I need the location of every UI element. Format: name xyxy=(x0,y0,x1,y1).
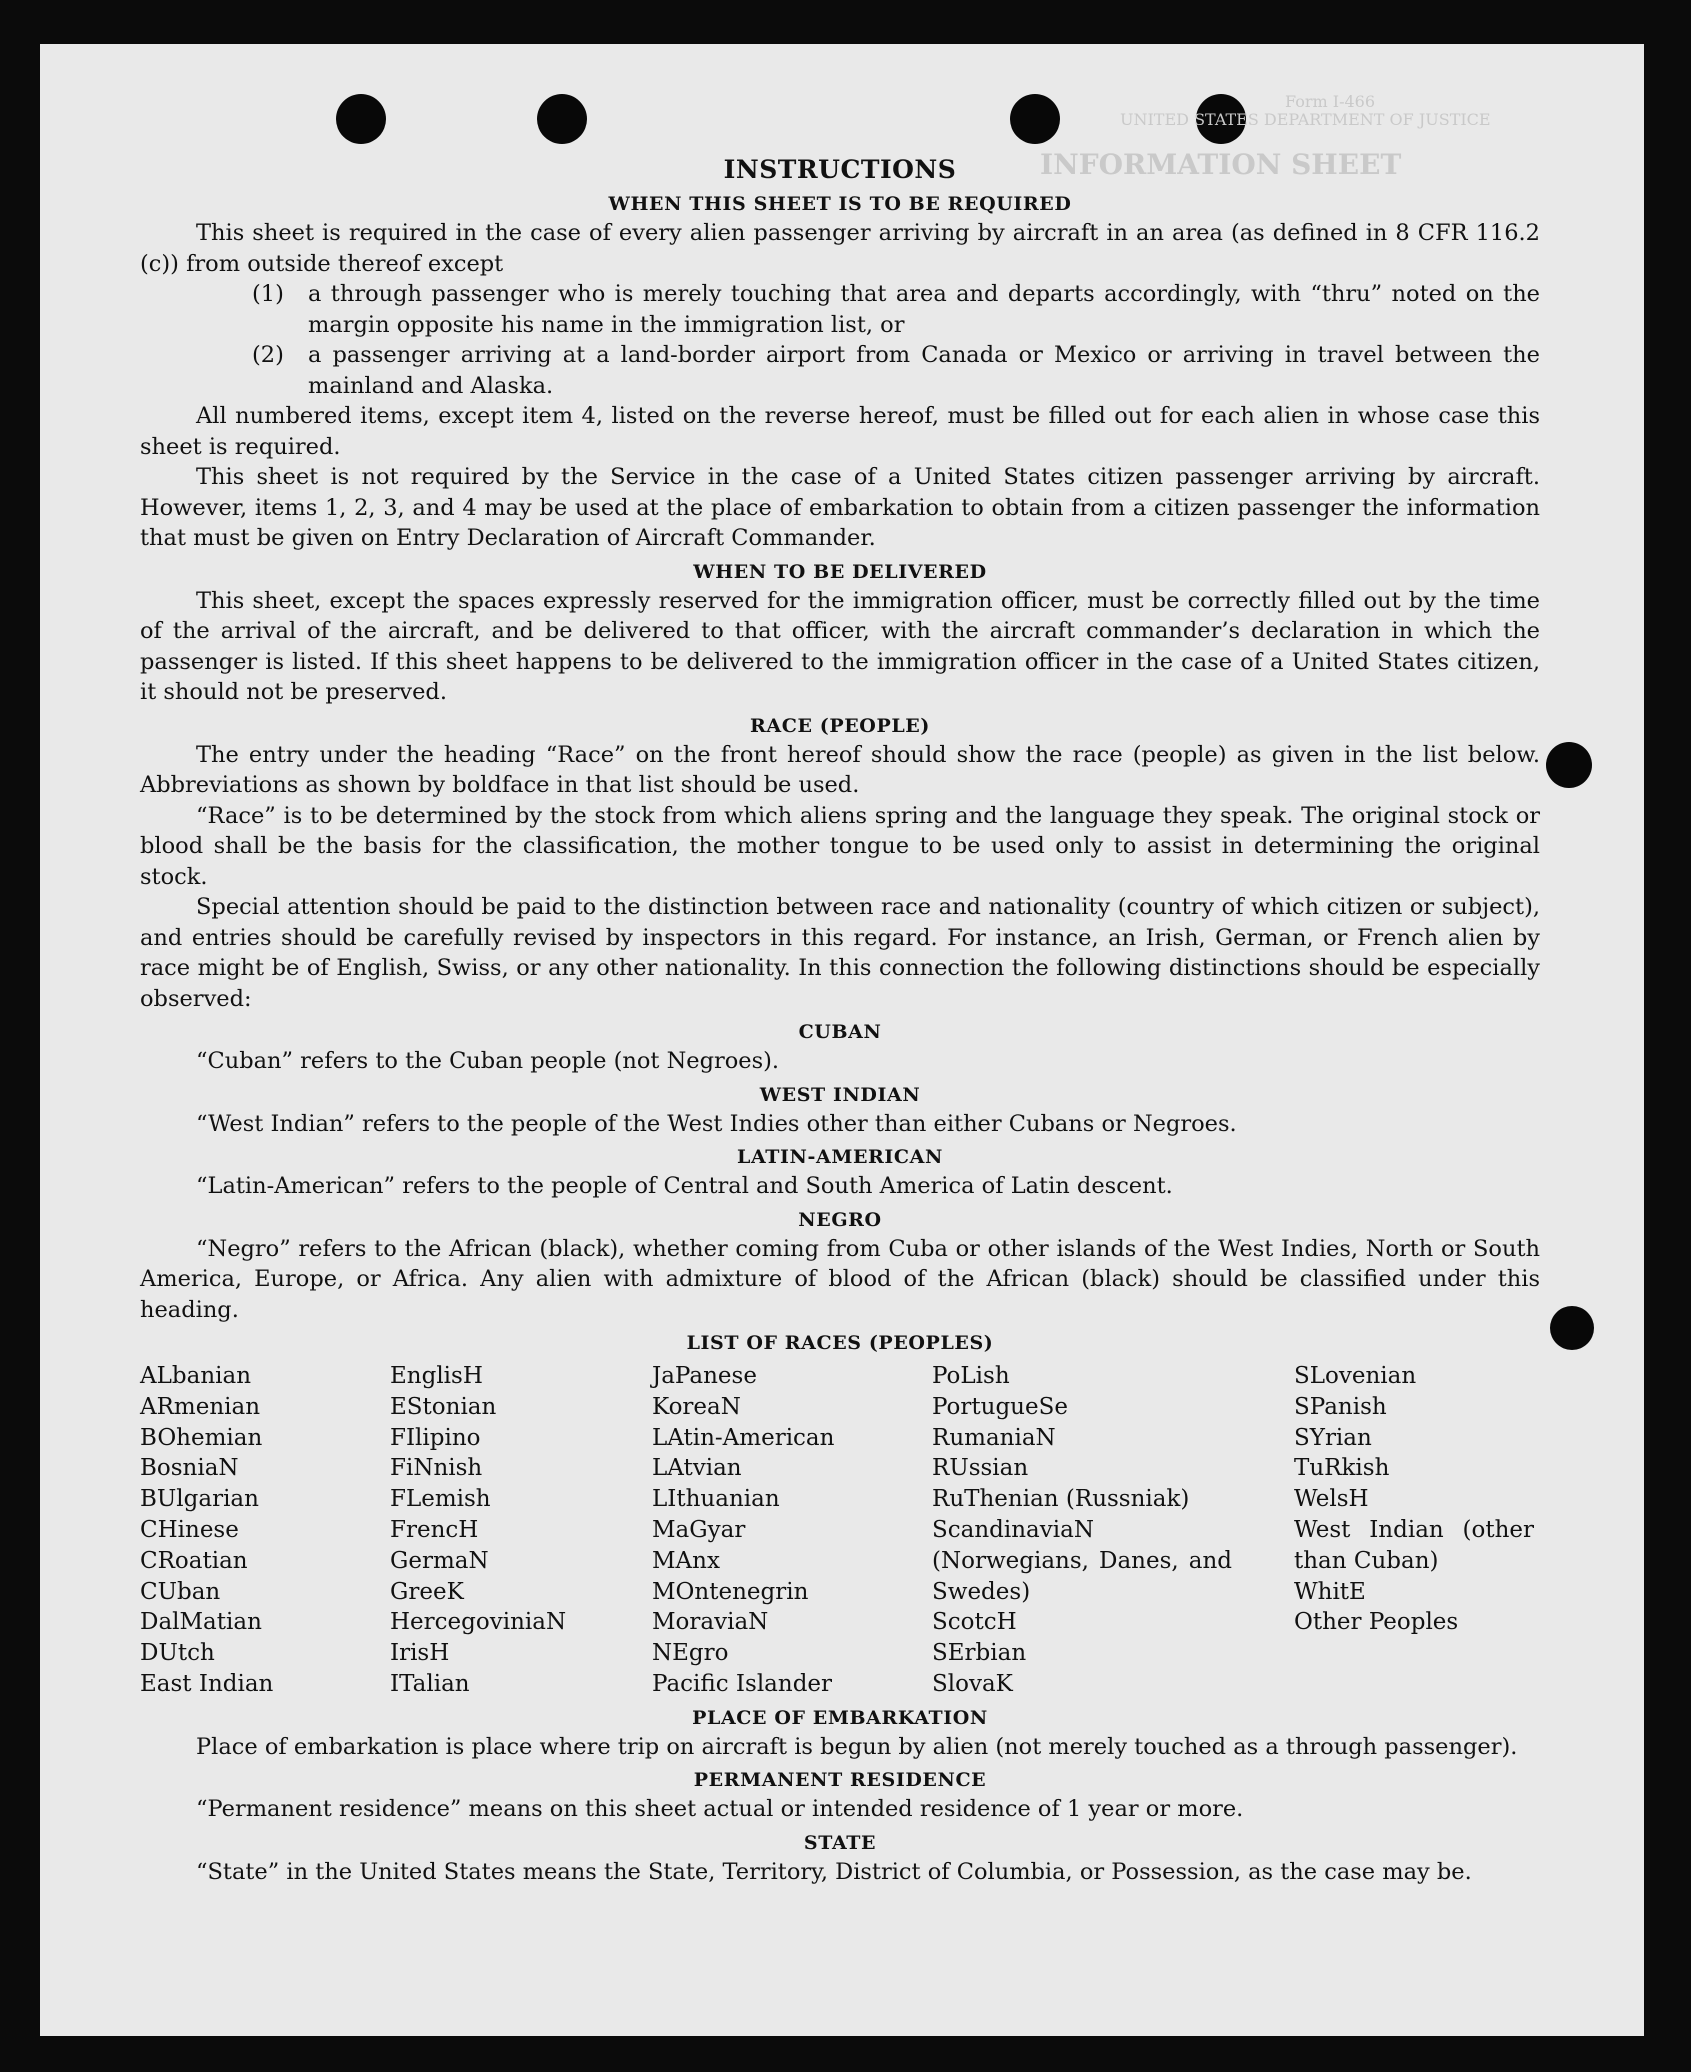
punch-hole xyxy=(537,94,587,144)
race-item: EnglisH xyxy=(390,1363,483,1389)
race-item: BosniaN xyxy=(140,1455,239,1482)
item-number: (1) xyxy=(252,281,284,307)
instructions-body xyxy=(140,154,1540,1887)
races-list xyxy=(140,1361,1540,1700)
race-item: IrisH xyxy=(390,1640,450,1667)
race-item: LIthuanian xyxy=(652,1486,780,1513)
race-item: FLemish xyxy=(390,1486,491,1513)
race-item: BUlgarian xyxy=(140,1486,259,1513)
paragraph: “West Indian” refers to the people of the West Indies other than either Cubans or Negroes. xyxy=(196,1110,1237,1137)
race-item: MaGyar xyxy=(652,1516,746,1543)
heading-race: RACE (PEOPLE) xyxy=(750,714,930,737)
bleed-through-agency: UNITED STATES DEPARTMENT OF JUSTICE xyxy=(1120,110,1491,129)
paragraph: “Cuban” refers to the Cuban people (not Negroes). xyxy=(196,1048,780,1074)
race-item: Pacific Islander xyxy=(652,1670,833,1697)
list-item xyxy=(140,279,1540,340)
races-column xyxy=(932,1361,1294,1700)
paragraph: The entry under the heading “Race” on the front hereof should show the race (people) as given in the list below. Abbreviations as shown by boldface in that list should be used. xyxy=(140,741,1540,798)
heading-latin-american: LATIN-AMERICAN xyxy=(737,1146,943,1168)
race-item: CUban xyxy=(140,1578,221,1605)
race-item: ScandinaviaN (Norwegians, Danes, and Swedes) xyxy=(932,1516,1232,1605)
race-item: SLovenian xyxy=(1294,1363,1417,1389)
race-item: EStonian xyxy=(390,1393,497,1420)
heading-cuban: CUBAN xyxy=(798,1021,882,1043)
races-column xyxy=(1294,1361,1540,1700)
race-item: LAtin-American xyxy=(652,1424,835,1451)
heading-negro: NEGRO xyxy=(798,1208,882,1231)
race-item: GreeK xyxy=(390,1578,464,1605)
race-item: SYrian xyxy=(1294,1424,1372,1451)
race-item: SErbian xyxy=(932,1640,1027,1667)
paragraph: “State” in the United States means the State, Territory, District of Columbia, or Possession, as the case may be. xyxy=(196,1858,1472,1885)
heading-when-delivered: WHEN TO BE DELIVERED xyxy=(693,560,987,583)
paragraph: Special attention should be paid to the distinction between race and nationality (country of which citizen or subject), and entries should be carefully revised by inspectors in this regard. For instance, an Irish, German, or French alien by race might be of English, Swiss, or any other nationality. In this connection the following distinctions should be especially observed: xyxy=(140,894,1540,1012)
race-item: KoreaN xyxy=(652,1393,741,1420)
race-item: FiNnish xyxy=(390,1455,483,1482)
document-sheet xyxy=(40,44,1644,2036)
race-item: RuThenian (Russniak) xyxy=(932,1486,1190,1513)
race-item: NEgro xyxy=(652,1640,729,1667)
race-item: PoLish xyxy=(932,1363,1010,1389)
races-column xyxy=(390,1361,652,1700)
bleed-through-title: INFORMATION SHEET xyxy=(1040,148,1402,181)
race-item: FIlipino xyxy=(390,1424,481,1451)
race-item: WhitE xyxy=(1294,1578,1366,1605)
race-item: SPanish xyxy=(1294,1393,1387,1420)
race-item: SlovaK xyxy=(932,1670,1013,1697)
race-item: ScotcH xyxy=(932,1609,1017,1636)
race-item: TuRkish xyxy=(1294,1455,1390,1482)
races-column xyxy=(140,1361,390,1700)
race-item: East Indian xyxy=(140,1670,274,1697)
race-item: LAtvian xyxy=(652,1455,742,1482)
race-item: Other Peoples xyxy=(1294,1609,1459,1636)
paragraph: Place of embarkation is place where trip on aircraft is begun by alien (not merely touched as a through passenger). xyxy=(196,1733,1518,1760)
races-column xyxy=(652,1361,932,1700)
paragraph: This sheet, except the spaces expressly reserved for the immigration officer, must be correctly filled out by the time of the arrival of the aircraft, and be delivered to that officer, with the aircraft commander’s declaration in which the passenger is listed. If this sheet happens to be delivered to the immigration officer in the case of a United States citizen, it should not be preserved. xyxy=(140,587,1540,705)
race-item: DalMatian xyxy=(140,1609,262,1636)
race-item: WelsH xyxy=(1294,1486,1369,1513)
race-item: RumaniaN xyxy=(932,1424,1056,1451)
paragraph: This sheet is required in the case of every alien passenger arriving by aircraft in an area (as defined in 8 CFR 116.2 (c)) from outside thereof except xyxy=(140,220,1540,277)
race-item: GermaN xyxy=(390,1547,489,1574)
heading-west-indian: WEST INDIAN xyxy=(759,1083,921,1106)
race-item: PortugueSe xyxy=(932,1393,1068,1420)
list-item xyxy=(140,340,1540,401)
page-title: INSTRUCTIONS xyxy=(723,155,957,184)
paragraph: This sheet is not required by the Service in the case of a United States citizen passenger arriving by aircraft. However, items 1, 2, 3, and 4 may be used at the place of embarkation to obtain from a citizen passenger the information that must be given on Entry Declaration of Aircraft Commander. xyxy=(140,464,1540,551)
bleed-through-form-number: Form I-466 xyxy=(1285,92,1376,111)
item-number: (2) xyxy=(252,342,284,368)
race-item: West Indian (other than Cuban) xyxy=(1294,1516,1534,1574)
race-item: CHinese xyxy=(140,1516,239,1543)
race-item: ALbanian xyxy=(140,1363,252,1389)
paragraph: “Permanent residence” means on this sheet actual or intended residence of 1 year or more. xyxy=(196,1796,1244,1823)
race-item: ITalian xyxy=(390,1670,470,1697)
heading-when-required: WHEN THIS SHEET IS TO BE REQUIRED xyxy=(608,193,1072,215)
race-item: DUtch xyxy=(140,1640,215,1667)
race-item: MoraviaN xyxy=(652,1609,769,1636)
race-item: RUssian xyxy=(932,1455,1029,1482)
punch-hole xyxy=(1546,742,1592,788)
paragraph: “Negro” refers to the African (black), whether coming from Cuba or other islands of the West Indies, North or South America, Europe, or Africa. Any alien with admixture of blood of the African (black) should be classified under this heading. xyxy=(140,1235,1540,1323)
punch-hole xyxy=(1550,1306,1594,1350)
punch-hole xyxy=(336,94,386,144)
race-item: BOhemian xyxy=(140,1424,263,1451)
item-text: a passenger arriving at a land-border airport from Canada or Mexico or arriving in travel between the mainland and Alaska. xyxy=(308,342,1540,399)
race-item: MAnx xyxy=(652,1547,720,1574)
punch-hole xyxy=(1010,94,1060,144)
paragraph: “Race” is to be determined by the stock from which aliens spring and the language they speak. The original stock or blood shall be the basis for the classification, the mother tongue to be used only to assist in determining the original stock. xyxy=(140,802,1540,890)
race-item: JaPanese xyxy=(652,1363,757,1389)
race-item: FrencH xyxy=(390,1516,479,1543)
heading-list-of-races: LIST OF RACES (PEOPLES) xyxy=(686,1332,994,1354)
paragraph: “Latin-American” refers to the people of Central and South America of Latin descent. xyxy=(196,1173,1173,1199)
heading-embarkation: PLACE OF EMBARKATION xyxy=(692,1706,988,1729)
heading-permanent-residence: PERMANENT RESIDENCE xyxy=(693,1769,987,1792)
item-text: a through passenger who is merely touching that area and departs accordingly, with “thru” noted on the margin opposite his name in the immigration list, or xyxy=(308,281,1540,338)
race-item: CRoatian xyxy=(140,1547,248,1574)
paragraph: All numbered items, except item 4, listed on the reverse hereof, must be filled out for each alien in whose case this sheet is required. xyxy=(140,403,1540,460)
heading-state: STATE xyxy=(803,1831,877,1854)
race-item: MOntenegrin xyxy=(652,1578,809,1605)
race-item: HercegoviniaN xyxy=(390,1609,567,1636)
race-item: ARmenian xyxy=(140,1393,261,1420)
